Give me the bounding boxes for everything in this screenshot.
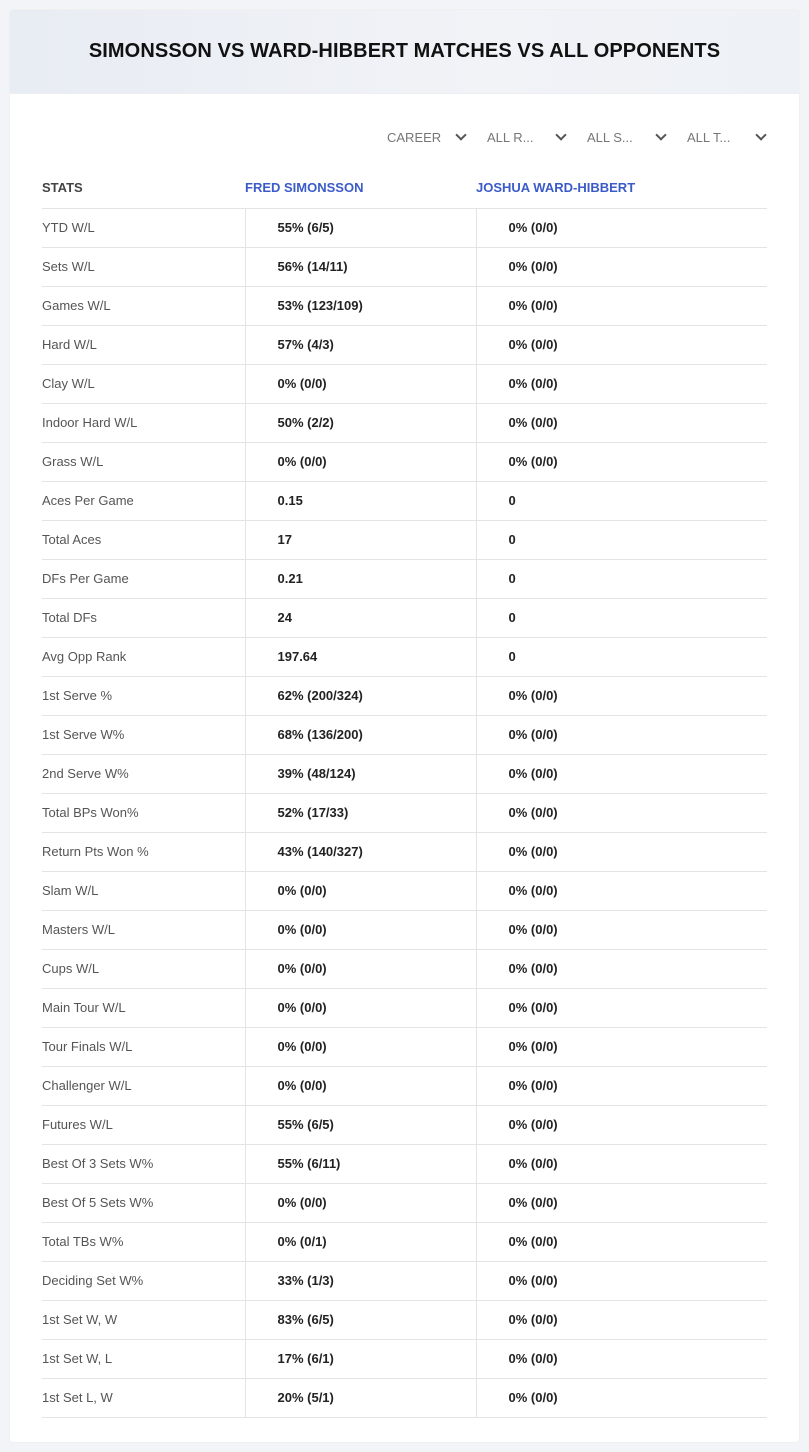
player2-value-cell: 0% (0/0) [476, 1105, 767, 1144]
player2-value-cell: 0% (0/0) [476, 1300, 767, 1339]
player2-value-cell: 0% (0/0) [476, 1339, 767, 1378]
player2-value-cell: 0% (0/0) [476, 793, 767, 832]
player2-value-cell: 0 [476, 520, 767, 559]
table-row [42, 1339, 767, 1378]
player2-value-cell: 0% (0/0) [476, 208, 767, 247]
table-row [42, 403, 767, 442]
player2-value-cell: 0% (0/0) [476, 442, 767, 481]
stat-name-cell: Grass W/L [42, 442, 245, 481]
filter-career-select[interactable] [369, 126, 469, 148]
table-row [42, 1183, 767, 1222]
stat-name-cell: Cups W/L [42, 949, 245, 988]
player2-value-cell: 0% (0/0) [476, 715, 767, 754]
table-row [42, 637, 767, 676]
player1-value-cell: 52% (17/33) [245, 793, 476, 832]
stat-name-cell: Total DFs [42, 598, 245, 637]
stats-card [10, 10, 799, 1442]
stat-name-cell: 2nd Serve W% [42, 754, 245, 793]
player2-value-cell: 0% (0/0) [476, 1144, 767, 1183]
table-row [42, 1066, 767, 1105]
table-row [42, 1300, 767, 1339]
table-row [42, 1222, 767, 1261]
table-row [42, 442, 767, 481]
stat-name-cell: Avg Opp Rank [42, 637, 245, 676]
stats-table-body [42, 208, 767, 1417]
player1-value-cell: 43% (140/327) [245, 832, 476, 871]
filter-tournaments-select[interactable] [669, 126, 769, 148]
player2-value-cell: 0% (0/0) [476, 325, 767, 364]
player2-value-cell: 0% (0/0) [476, 949, 767, 988]
table-row [42, 208, 767, 247]
filter-surfaces-select[interactable] [569, 126, 669, 148]
stats-table [42, 168, 767, 1418]
stat-name-cell: 1st Set L, W [42, 1378, 245, 1417]
player1-value-cell: 197.64 [245, 637, 476, 676]
player2-value-cell: 0 [476, 598, 767, 637]
filter-label: ALL S... [587, 129, 633, 145]
player2-value-cell: 0% (0/0) [476, 832, 767, 871]
table-row [42, 247, 767, 286]
filter-label: CAREER [387, 129, 442, 145]
table-row [42, 754, 767, 793]
player2-value-cell: 0% (0/0) [476, 1027, 767, 1066]
stat-name-cell: Deciding Set W% [42, 1261, 245, 1300]
filter-rounds-select[interactable] [469, 126, 569, 148]
player2-value-cell: 0% (0/0) [476, 364, 767, 403]
stat-name-cell: Aces Per Game [42, 481, 245, 520]
player2-value-cell: 0% (0/0) [476, 676, 767, 715]
table-row [42, 286, 767, 325]
table-row [42, 715, 767, 754]
player2-value-cell: 0% (0/0) [476, 1261, 767, 1300]
chevron-down-icon [455, 129, 466, 140]
table-row [42, 520, 767, 559]
player1-value-cell: 68% (136/200) [245, 715, 476, 754]
stat-name-cell: Best Of 3 Sets W% [42, 1144, 245, 1183]
card-header [10, 10, 799, 94]
player2-value-cell: 0% (0/0) [476, 286, 767, 325]
stat-name-cell: YTD W/L [42, 208, 245, 247]
stat-name-cell: Total Aces [42, 520, 245, 559]
player1-value-cell: 0% (0/0) [245, 949, 476, 988]
player1-value-cell: 53% (123/109) [245, 286, 476, 325]
player2-value-cell: 0% (0/0) [476, 1378, 767, 1417]
page-title: SIMONSSON VS WARD-HIBBERT MATCHES VS ALL OPPONENTS [88, 40, 721, 62]
stat-name-cell: 1st Serve % [42, 676, 245, 715]
player1-value-cell: 55% (6/11) [245, 1144, 476, 1183]
table-row [42, 1378, 767, 1417]
player2-value-cell: 0% (0/0) [476, 403, 767, 442]
player2-value-cell: 0% (0/0) [476, 871, 767, 910]
player1-value-cell: 33% (1/3) [245, 1261, 476, 1300]
player2-value-cell: 0 [476, 559, 767, 598]
player2-value-cell: 0% (0/0) [476, 988, 767, 1027]
stats-column-header: STATS [42, 168, 245, 208]
table-row [42, 1027, 767, 1066]
player2-value-cell: 0% (0/0) [476, 754, 767, 793]
table-row [42, 949, 767, 988]
chevron-down-icon [555, 129, 566, 140]
player1-value-cell: 83% (6/5) [245, 1300, 476, 1339]
stat-name-cell: 1st Set W, L [42, 1339, 245, 1378]
player1-value-cell: 0.21 [245, 559, 476, 598]
player1-value-cell: 55% (6/5) [245, 1105, 476, 1144]
player1-value-cell: 0% (0/0) [245, 871, 476, 910]
stat-name-cell: Games W/L [42, 286, 245, 325]
stat-name-cell: Hard W/L [42, 325, 245, 364]
table-row [42, 910, 767, 949]
player1-value-cell: 0% (0/0) [245, 1066, 476, 1105]
player1-value-cell: 39% (48/124) [245, 754, 476, 793]
chevron-down-icon [755, 129, 766, 140]
player1-value-cell: 0% (0/0) [245, 1027, 476, 1066]
table-row [42, 364, 767, 403]
stat-name-cell: Masters W/L [42, 910, 245, 949]
table-row [42, 676, 767, 715]
table-row [42, 793, 767, 832]
table-header-row [42, 168, 767, 208]
player2-value-cell: 0% (0/0) [476, 910, 767, 949]
stat-name-cell: 1st Serve W% [42, 715, 245, 754]
stat-name-cell: Tour Finals W/L [42, 1027, 245, 1066]
table-row [42, 1261, 767, 1300]
player1-value-cell: 50% (2/2) [245, 403, 476, 442]
player2-value-cell: 0 [476, 637, 767, 676]
player2-column-header[interactable]: JOSHUA WARD-HIBBERT [476, 168, 767, 208]
stat-name-cell: Slam W/L [42, 871, 245, 910]
stat-name-cell: Total BPs Won% [42, 793, 245, 832]
player2-value-cell: 0% (0/0) [476, 1066, 767, 1105]
table-row [42, 481, 767, 520]
table-row [42, 871, 767, 910]
player1-value-cell: 55% (6/5) [245, 208, 476, 247]
player2-value-cell: 0 [476, 481, 767, 520]
stat-name-cell: Clay W/L [42, 364, 245, 403]
table-row [42, 598, 767, 637]
player1-value-cell: 0% (0/0) [245, 442, 476, 481]
player1-value-cell: 17 [245, 520, 476, 559]
player1-value-cell: 56% (14/11) [245, 247, 476, 286]
player1-value-cell: 0.15 [245, 481, 476, 520]
player1-value-cell: 0% (0/0) [245, 1183, 476, 1222]
player2-value-cell: 0% (0/0) [476, 1222, 767, 1261]
stat-name-cell: Total TBs W% [42, 1222, 245, 1261]
stat-name-cell: Main Tour W/L [42, 988, 245, 1027]
table-row [42, 988, 767, 1027]
filter-label: ALL R... [487, 129, 534, 145]
player1-value-cell: 0% (0/1) [245, 1222, 476, 1261]
table-row [42, 559, 767, 598]
player1-value-cell: 0% (0/0) [245, 364, 476, 403]
table-row [42, 325, 767, 364]
table-row [42, 1105, 767, 1144]
stat-name-cell: Best Of 5 Sets W% [42, 1183, 245, 1222]
stat-name-cell: 1st Set W, W [42, 1300, 245, 1339]
player2-value-cell: 0% (0/0) [476, 1183, 767, 1222]
player1-column-header[interactable]: FRED SIMONSSON [245, 168, 476, 208]
table-row [42, 832, 767, 871]
player1-value-cell: 24 [245, 598, 476, 637]
stat-name-cell: Sets W/L [42, 247, 245, 286]
player1-value-cell: 57% (4/3) [245, 325, 476, 364]
player1-value-cell: 20% (5/1) [245, 1378, 476, 1417]
player1-value-cell: 0% (0/0) [245, 910, 476, 949]
player1-value-cell: 17% (6/1) [245, 1339, 476, 1378]
stat-name-cell: Futures W/L [42, 1105, 245, 1144]
table-row [42, 1144, 767, 1183]
filter-label: ALL T... [687, 129, 731, 145]
stat-name-cell: Return Pts Won % [42, 832, 245, 871]
player1-value-cell: 0% (0/0) [245, 988, 476, 1027]
player2-value-cell: 0% (0/0) [476, 247, 767, 286]
stat-name-cell: Challenger W/L [42, 1066, 245, 1105]
chevron-down-icon [655, 129, 666, 140]
filter-bar [369, 126, 769, 148]
player1-value-cell: 62% (200/324) [245, 676, 476, 715]
stat-name-cell: DFs Per Game [42, 559, 245, 598]
stat-name-cell: Indoor Hard W/L [42, 403, 245, 442]
